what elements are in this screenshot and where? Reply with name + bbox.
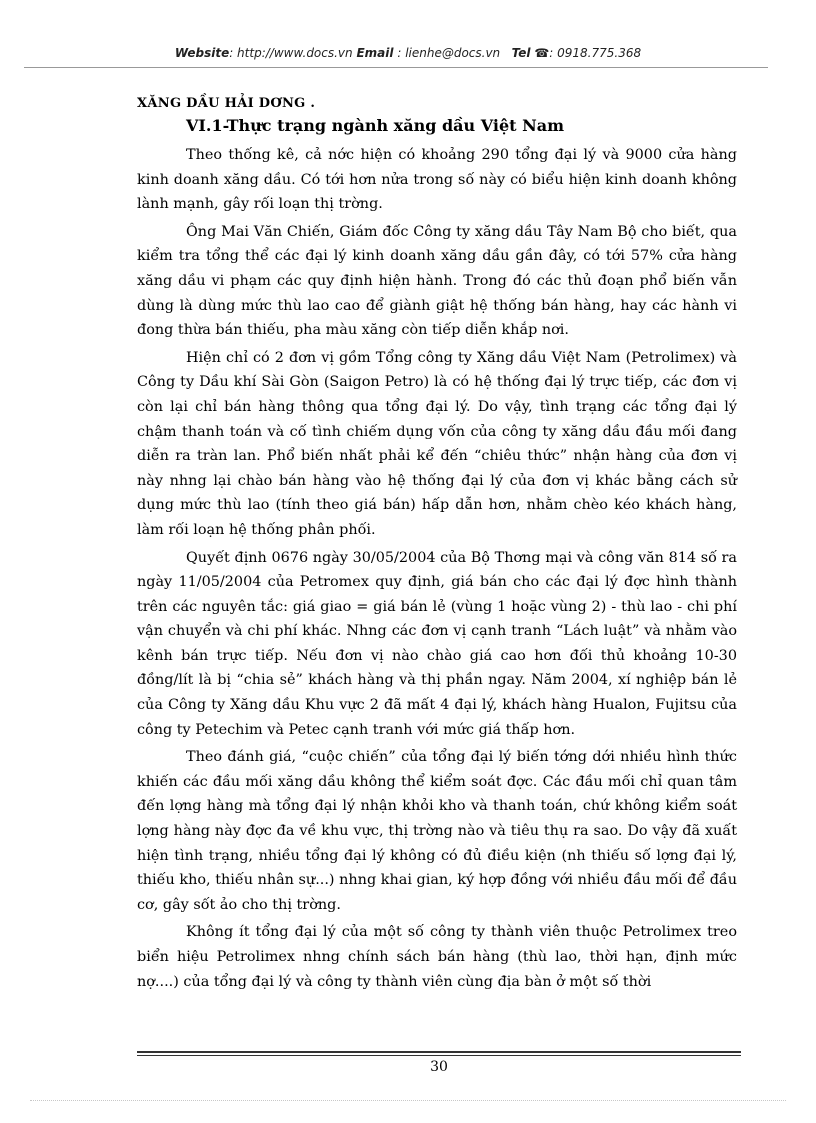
page-header: [0, 46, 816, 60]
paragraph: Theo thống kê, cả nớc hiện có khoảng 290 tổng đại lý và 9000 cửa hàng kinh doanh xăng dầu. Có tới hơn nửa trong số này có biểu hiện kinh doanh không lành mạnh, gây rối loạn thị trờng.: [137, 147, 737, 213]
tel-label: Tel: [511, 46, 531, 60]
paragraph: Ông Mai Văn Chiến, Giám đốc Công ty xăng dầu Tây Nam Bộ cho biết, qua kiểm tra tổng thể các đại lý kinh doanh xăng dầu gần đây, có tới 57% cửa hàng xăng dầu vi phạm các quy định hiện hành. Trong đó các thủ đoạn phổ biến vẫn dùng là dùng mức thù lao cao để giành giật hệ thống bán hàng, hay các hành vi đong thừa bán thiếu, pha màu xăng còn tiếp diễn khắp nơi.: [137, 223, 737, 339]
footer-divider: [137, 1051, 741, 1053]
tel-value: ☎: 0918.775.368: [530, 46, 642, 60]
footer-divider-thin: [137, 1055, 741, 1056]
website-label: Website: [174, 46, 230, 60]
header-divider: [24, 67, 768, 68]
chapter-heading: XĂNG DẦU HẢI DƠNG .: [137, 96, 316, 111]
email-label: Email: [356, 46, 394, 60]
paragraph: Hiện chỉ có 2 đơn vị gồm Tổng công ty Xăng dầu Việt Nam (Petrolimex) và Công ty Dầu khí Sài Gòn (Saigon Petro) là có hệ thống đại lý trực tiếp, các đơn vị còn lại chỉ bán hàng thông qua tổng đại lý. Do vậy, tình trạng các tổng đại lý chậm thanh toán và cố tình chiếm dụng vốn của công ty xăng dầu đầu mối đang diễn ra tràn lan. Phổ biến nhất phải kể đến “chiêu thức” nhận hàng của đơn vị này nhng lại chào bán hàng vào hệ thống đại lý của đơn vị khác bằng cách sử dụng mức thù lao (tính theo giá bán) hấp dẫn hơn, nhằm chèo kéo khách hàng, làm rối loạn hệ thống phân phối.: [137, 349, 737, 538]
body-text: [137, 143, 737, 997]
website-link[interactable]: : http://www.docs.vn: [229, 46, 353, 60]
section-heading: VI.1-Thực trạng ngành xăng dầu Việt Nam: [186, 116, 565, 135]
paragraph: Quyết định 0676 ngày 30/05/2004 của Bộ Thơng mại và công văn 814 số ra ngày 11/05/2004 của Petromex quy định, giá bán cho các đại lý đợc hình thành trên các nguyên tắc: giá giao = giá bán lẻ (vùng 1 hoặc vùng 2) - thù lao - chi phí vận chuyển và chi phí khác. Nhng các đơn vị cạnh tranh “Lách luật” và nhằm vào kênh bán trực tiếp. Nếu đơn vị nào chào giá cao hơn đối thủ khoảng 10-30 đồng/lít là bị “chia sẻ” khách hàng và thị phần ngay. Năm 2004, xí nghiệp bán lẻ của Công ty Xăng dầu Khu vực 2 đã mất 4 đại lý, khách hàng Hualon, Fujitsu của công ty Petechim và Petec cạnh tranh với mức giá thấp hơn.: [137, 549, 737, 738]
email-link[interactable]: : lienhe@docs.vn: [393, 46, 501, 60]
page-number: 30: [430, 1059, 448, 1075]
paragraph: Không ít tổng đại lý của một số công ty thành viên thuộc Petrolimex treo biển hiệu Petrolimex nhng chính sách bán hàng (thù lao, thời hạn, định mức nợ....) của tổng đại lý và công ty thành viên cùng địa bàn ở một số thời: [137, 924, 737, 990]
paragraph: Theo đánh giá, “cuộc chiến” của tổng đại lý biến tớng dới nhiều hình thức khiến các đầu mối xăng dầu không thể kiểm soát đợc. Các đầu mối chỉ quan tâm đến lợng hàng mà tổng đại lý nhận khỏi kho và thanh toán, chứ không kiểm soát lợng hàng này đợc đa về khu vực, thị trờng nào và tiêu thụ ra sao. Do vậy đã xuất hiện tình trạng, nhiều tổng đại lý không có đủ điều kiện (nh thiếu số lợng đại lý, thiếu kho, thiếu nhân sự...) nhng khai gian, ký hợp đồng với nhiều đầu mối để đầu cơ, gây sốt ảo cho thị trờng.: [137, 749, 737, 913]
page-bottom-border: [30, 1100, 786, 1101]
